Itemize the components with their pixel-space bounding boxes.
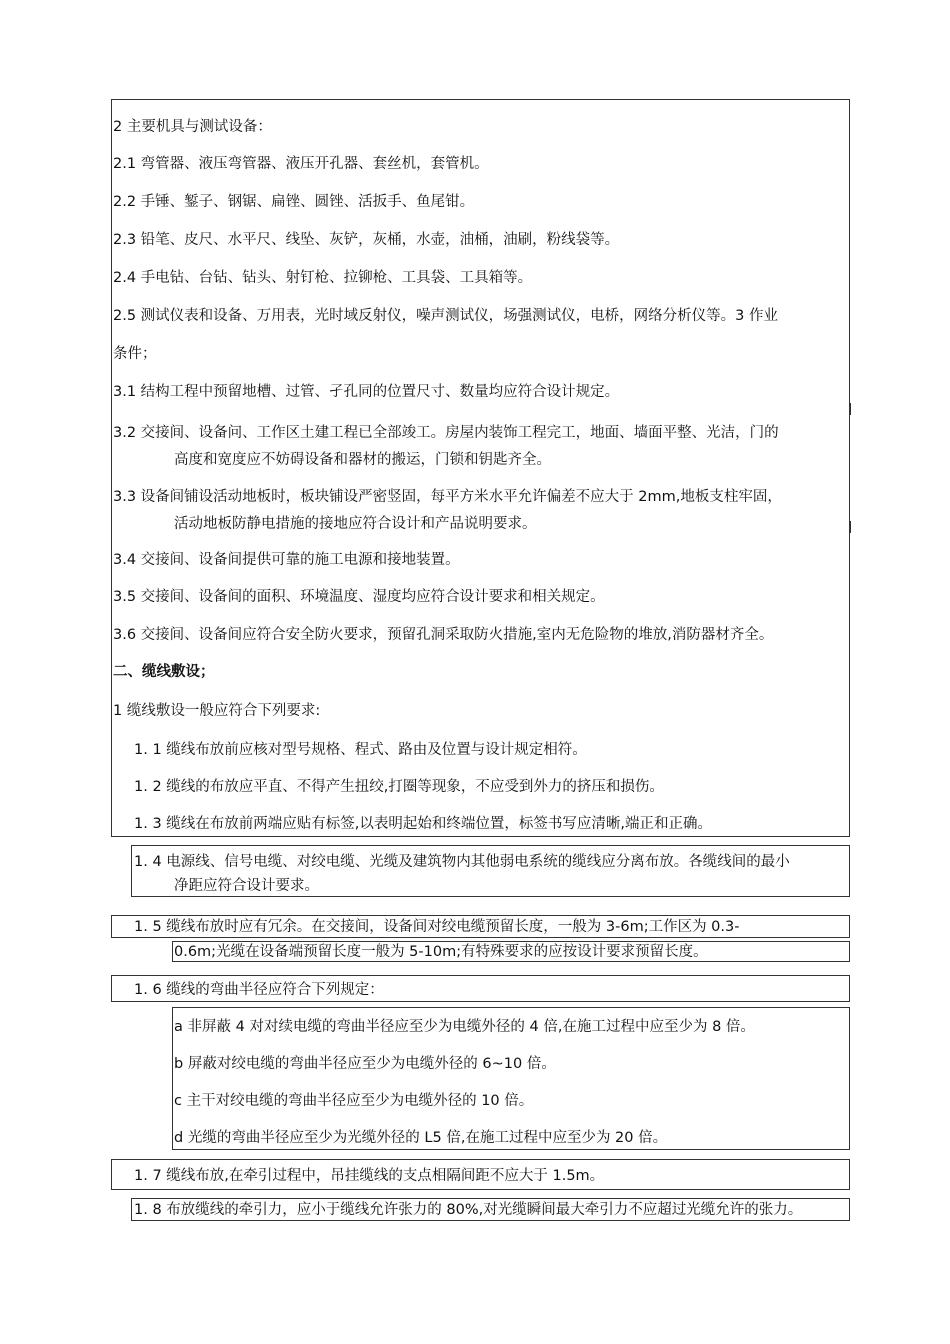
item-2-3: 2.3 铅笔、皮尺、水平尺、线坠、灰铲，灰桶，水壶，油桶，油刷，粉线袋等。 xyxy=(113,232,620,248)
item-1-2: 1. 2 缆线的布放应平直、不得产生扭绞,打圈等现象，不应受到外力的挤压和损伤。 xyxy=(134,779,664,795)
item-3-5: 3.5 交接间、设备间的面积、环境温度、湿度均应符合设计要求和相关规定。 xyxy=(113,589,605,605)
item-1-7: 1. 7 缆线布放,在牵引过程中，吊挂缆线的支点相隔间距不应大于 1.5m。 xyxy=(134,1168,605,1184)
item-3-1: 3.1 结构工程中预留地槽、过管、孑孔同的位置尺寸、数量均应符合设计规定。 xyxy=(113,384,620,400)
item-1-1: 1. 1 缆线布放前应核对型号规格、程式、路由及位置与设计规定相符。 xyxy=(134,742,587,758)
item-2-2: 2.2 手锤、錾子、钢锯、扁锉、圆锉、活扳手、鱼尾钳。 xyxy=(113,194,475,210)
item-1-4-line2: 净距应符合设计要求。 xyxy=(174,878,319,894)
border-tick xyxy=(849,403,851,415)
item-1-6-d: d 光缆的弯曲半径应至少为光缆外径的 L5 倍,在施工过程中应至少为 20 倍。 xyxy=(174,1130,668,1146)
item-1-6-c: c 主干对绞电缆的弯曲半径应至少为电缆外径的 10 倍。 xyxy=(174,1093,534,1109)
item-2-5-line1: 2.5 测试仪表和设备、万用表，光时域反射仪，噪声测试仪，场强测试仪，电桥，网络分析仪等。3 作业 xyxy=(113,308,778,324)
item-1-5-line2: 0.6m;光缆在设备端预留长度一般为 5-10m;有特殊要求的应按设计要求预留长度。 xyxy=(174,944,708,960)
item-2-1: 2.1 弯管器、液压弯管器、液压开孔器、套丝机，套管机。 xyxy=(113,156,489,172)
border-tick xyxy=(849,521,851,533)
part2-intro: 1 缆线敷设一般应符合下列要求: xyxy=(113,703,321,719)
part2-heading: 二、缆线敷设； xyxy=(113,664,215,680)
item-3-4: 3.4 交接间、设备间提供可靠的施工电源和接地装置。 xyxy=(113,552,460,568)
item-1-6-b: b 屏蔽对绞电缆的弯曲半径应至少为电缆外径的 6~10 倍。 xyxy=(174,1056,556,1072)
item-2-5-line2: 条件； xyxy=(113,346,157,362)
item-1-6-a: a 非屏蔽 4 对对续电缆的弯曲半径应至少为电缆外径的 4 倍,在施工过程中应至少为 8 倍。 xyxy=(174,1019,755,1035)
item-1-4-line1: 1. 4 电源线、信号电缆、对绞电缆、光缆及建筑物内其他弱电系统的缆线应分离布放。各缆线间的最小 xyxy=(134,854,790,870)
item-3-6: 3.6 交接间、设备间应符合安全防火要求，预留孔洞采取防火措施,室内无危险物的堆放,消防器材齐全。 xyxy=(113,627,774,643)
item-3-2-line2: 高度和宽度应不妨碍设备和器材的搬运，门锁和钥匙齐全。 xyxy=(174,452,551,468)
item-3-2-line1: 3.2 交接间、设备问、工作区土建工程已全部竣工。房屋内装饰工程完工，地面、墙面平整、光洁，门的 xyxy=(113,425,779,441)
item-3-3-line1: 3.3 设备间铺设活动地板时，板块铺设严密竖固，每平方米水平允许偏差不应大于 2mm,地板支柱牢固， xyxy=(113,489,782,505)
item-1-5-line1: 1. 5 缆线布放时应有冗余。在交接间，设备间对绞电缆预留长度，一般为 3-6m;工作区为 0.3- xyxy=(134,919,740,935)
item-1-3: 1. 3 缆线在布放前两端应贴有标签,以表明起始和终端位置，标签书写应清晰,端正和正确。 xyxy=(134,816,712,832)
item-3-3-line2: 活动地板防静电措施的接地应符合设计和产品说明要求。 xyxy=(174,516,537,532)
section2-heading: 2 主要机具与测试设备： xyxy=(113,119,272,135)
item-2-4: 2.4 手电钻、台钻、钻头、射钉枪、拉铆枪、工具袋、工具箱等。 xyxy=(113,270,533,286)
item-1-6: 1. 6 缆线的弯曲半径应符合下列规定： xyxy=(134,982,384,998)
item-1-8: 1. 8 布放缆线的牵引力，应小于缆线允许张力的 80%,对光缆瞬间最大牵引力不应超过光缆允许的张力。 xyxy=(134,1202,803,1218)
